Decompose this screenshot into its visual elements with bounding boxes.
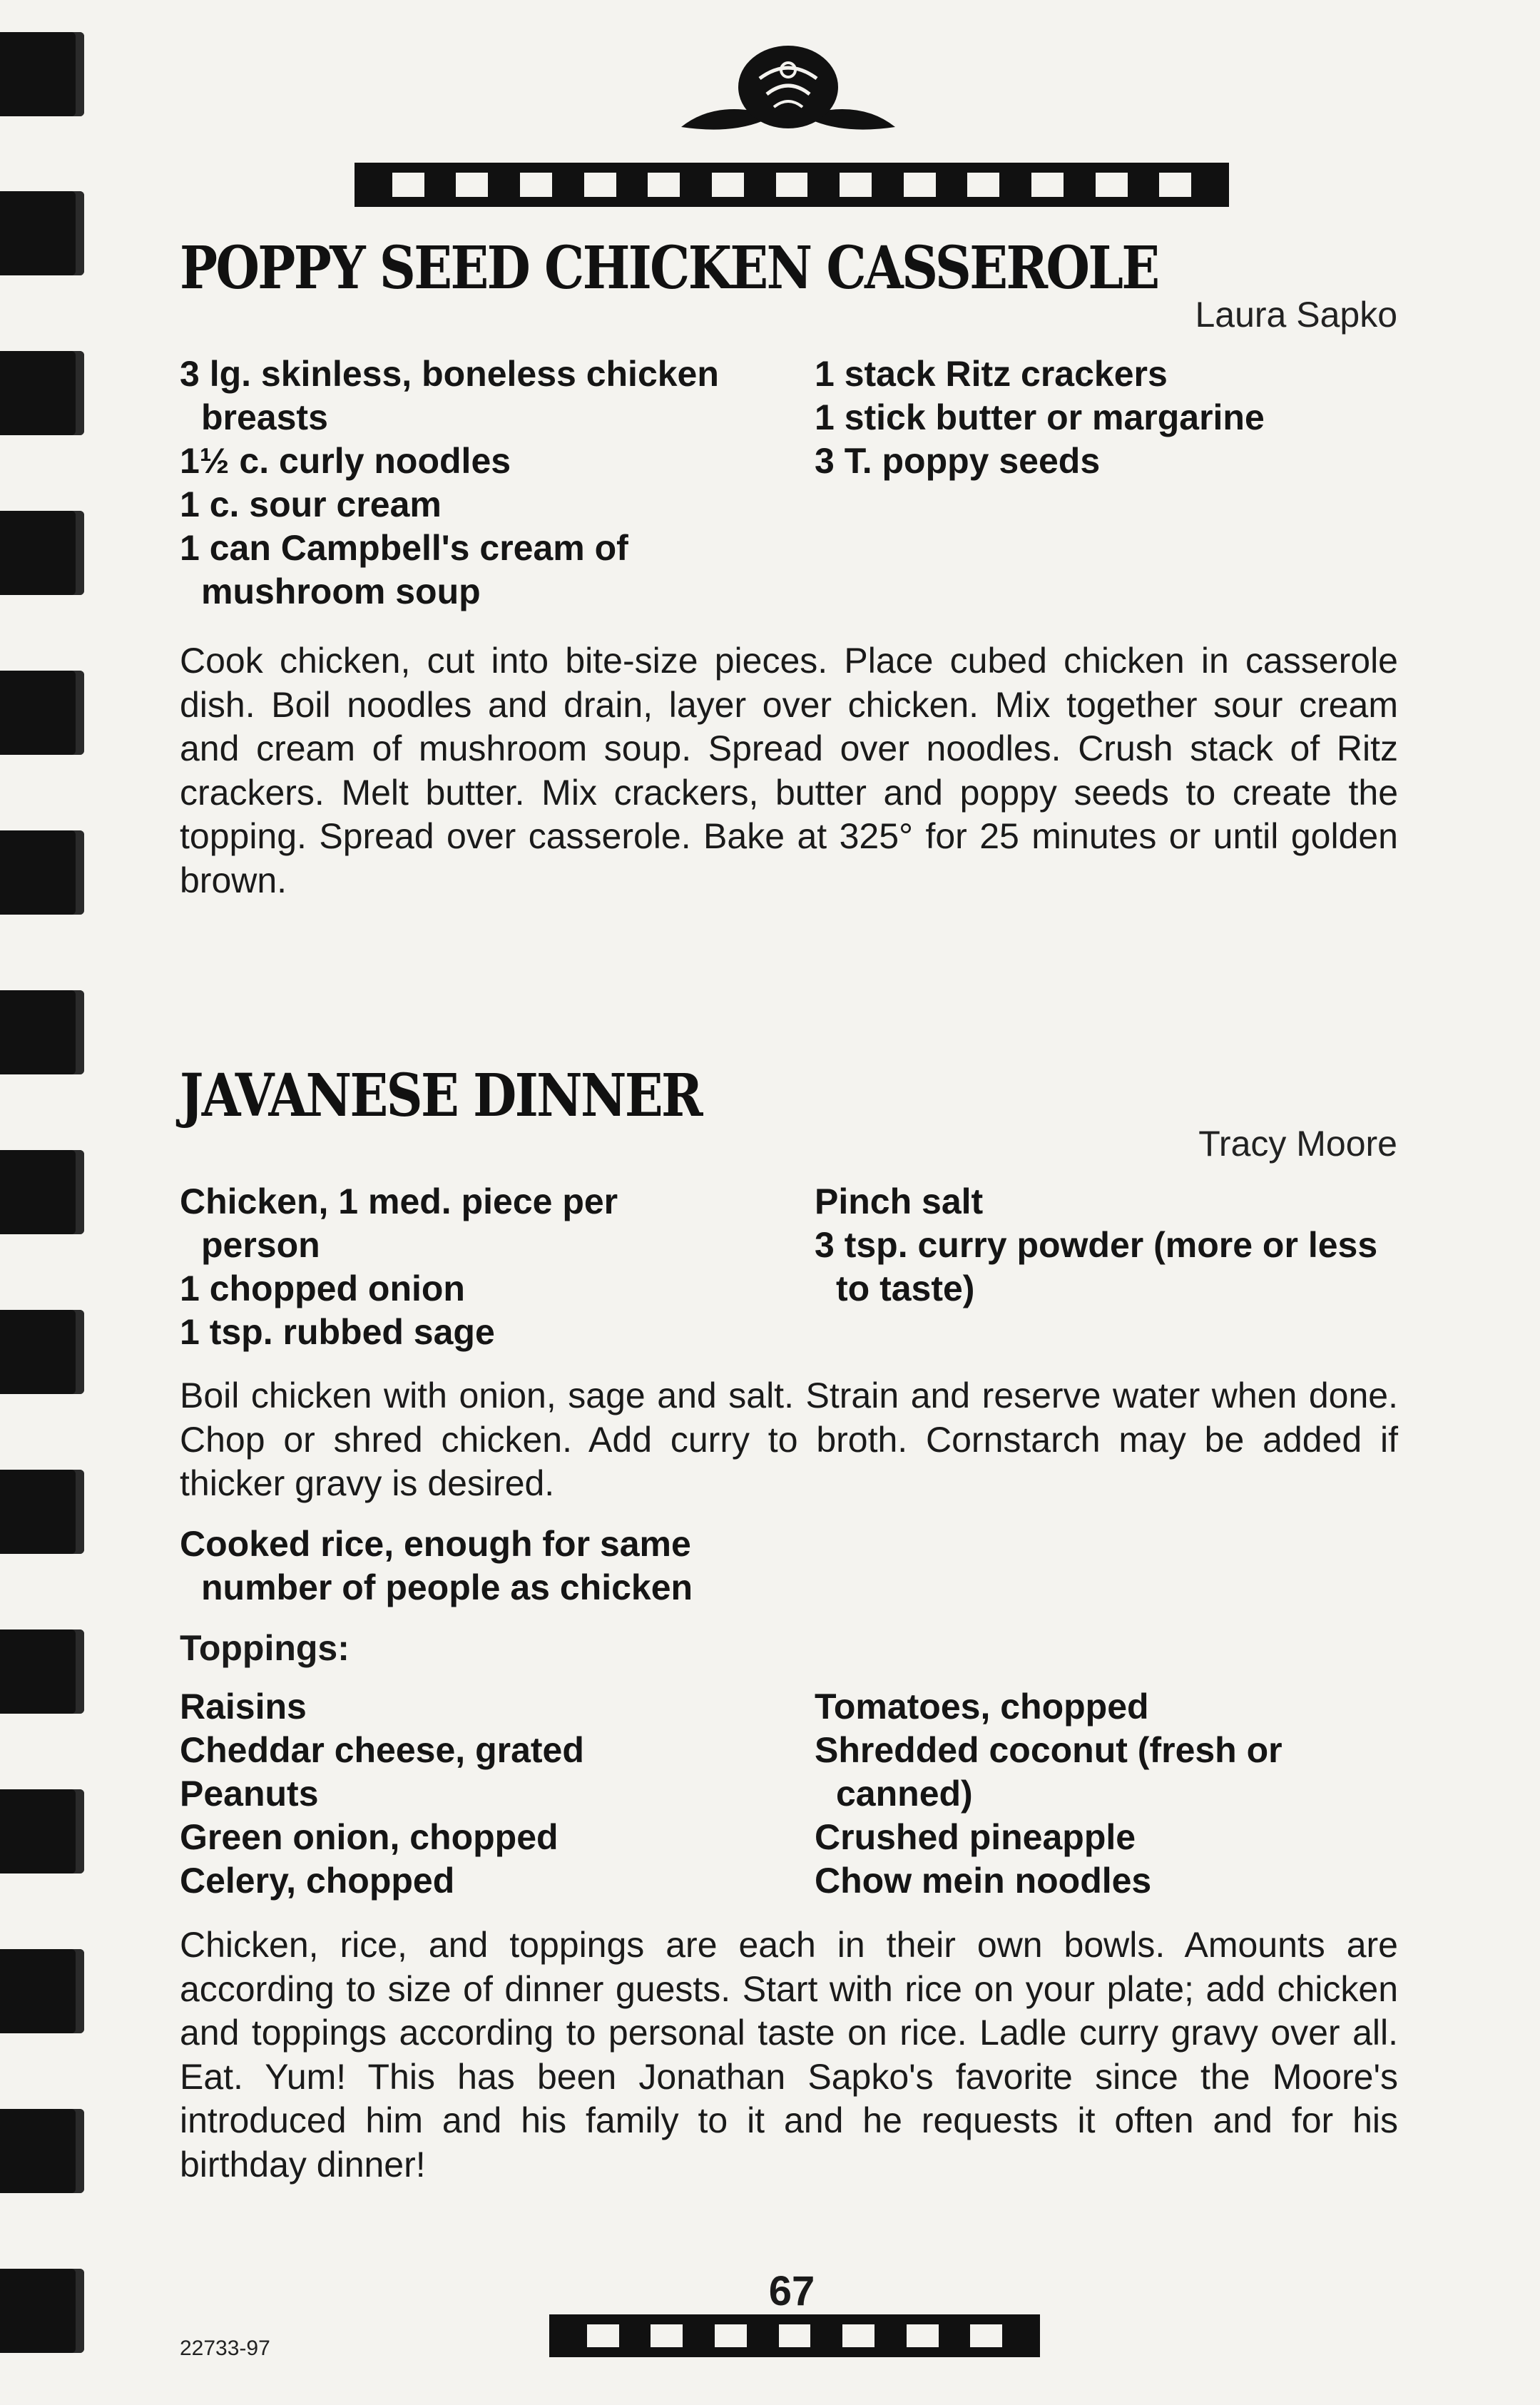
ingredient-list-left	[180, 1180, 793, 1354]
rice-line	[180, 1522, 793, 1610]
ingredient-item: Cooked rice, enough for same number of people as chicken	[180, 1524, 693, 1607]
topping-item: Celery, chopped	[180, 1861, 455, 1901]
recipe-author: Tracy Moore	[1198, 1124, 1397, 1164]
topping-item: Crushed pineapple	[815, 1817, 1136, 1857]
topping-item: Raisins	[180, 1687, 307, 1727]
ingredient-item: 1 stack Ritz crackers	[815, 354, 1168, 394]
recipe-directions: Cook chicken, cut into bite-size pieces. Place cubed chicken in casserole dish. Boil noodles and drain, layer over chicken. Mix together sour cream and cream of mushroom soup. Spread over noodles. Crush stack of Ritz crackers. Melt butter. Mix crackers, butter and poppy seeds to create the topping. Spread over casserole. Bake at 325° for 25 minutes or until golden brown.	[180, 641, 1398, 900]
recipe-author: Laura Sapko	[1195, 295, 1397, 335]
ingredient-item: 1 chopped onion	[180, 1268, 465, 1308]
ingredient-item: Pinch salt	[815, 1181, 984, 1221]
topping-item: Peanuts	[180, 1774, 319, 1814]
toppings-list-left	[180, 1685, 793, 1903]
ingredient-item: 3 tsp. curry powder (more or less to taste)	[815, 1225, 1378, 1308]
ingredient-list-right	[815, 352, 1385, 483]
page-number: 67	[768, 2268, 815, 2314]
ingredient-item: 1 c. sour cream	[180, 484, 442, 524]
ingredient-list-left	[180, 352, 793, 614]
catalog-code: 22733-97	[180, 2337, 270, 2360]
checker-border-top	[355, 163, 1229, 207]
rose-icon	[667, 36, 909, 150]
ingredient-item: 1 stick butter or margarine	[815, 397, 1265, 437]
recipe-title: POPPY SEED CHICKEN CASSEROLE	[180, 234, 1158, 302]
ingredient-list-right	[815, 1180, 1385, 1311]
toppings-list-right	[815, 1685, 1385, 1903]
topping-item: Tomatoes, chopped	[815, 1687, 1149, 1727]
topping-item: Cheddar cheese, grated	[180, 1730, 584, 1770]
ingredient-item: 1½ c. curly noodles	[180, 441, 511, 481]
recipe-directions: Chicken, rice, and toppings are each in their own bowls. Amounts are according to size of dinner guests. Start with rice on your plate; add chicken and toppings according to personal taste on rice. Ladle curry gravy over all. Eat. Yum! This has been Jonathan Sapko's favorite since the Moore's introduced him and his family to it and he requests it often and for his birthday dinner!	[180, 1925, 1398, 2185]
ingredient-item: 1 can Campbell's cream of mushroom soup	[180, 528, 628, 611]
toppings-label: Toppings:	[180, 1628, 350, 1668]
recipe-directions: Boil chicken with onion, sage and salt. Strain and reserve water when done. Chop or shred chicken. Add curry to broth. Cornstarch may be added if thicker gravy is desired.	[180, 1376, 1398, 1503]
recipe-title: JAVANESE DINNER	[180, 1062, 702, 1130]
ingredient-item: 3 T. poppy seeds	[815, 441, 1101, 481]
ingredient-item: Chicken, 1 med. piece per person	[180, 1181, 618, 1265]
topping-item: Green onion, chopped	[180, 1817, 559, 1857]
ingredient-item: 1 tsp. rubbed sage	[180, 1312, 495, 1352]
topping-item: Shredded coconut (fresh or canned)	[815, 1730, 1283, 1814]
checker-border-bottom	[549, 2314, 1040, 2357]
ingredient-item: 3 lg. skinless, boneless chicken breasts	[180, 354, 719, 437]
topping-item: Chow mein noodles	[815, 1861, 1152, 1901]
